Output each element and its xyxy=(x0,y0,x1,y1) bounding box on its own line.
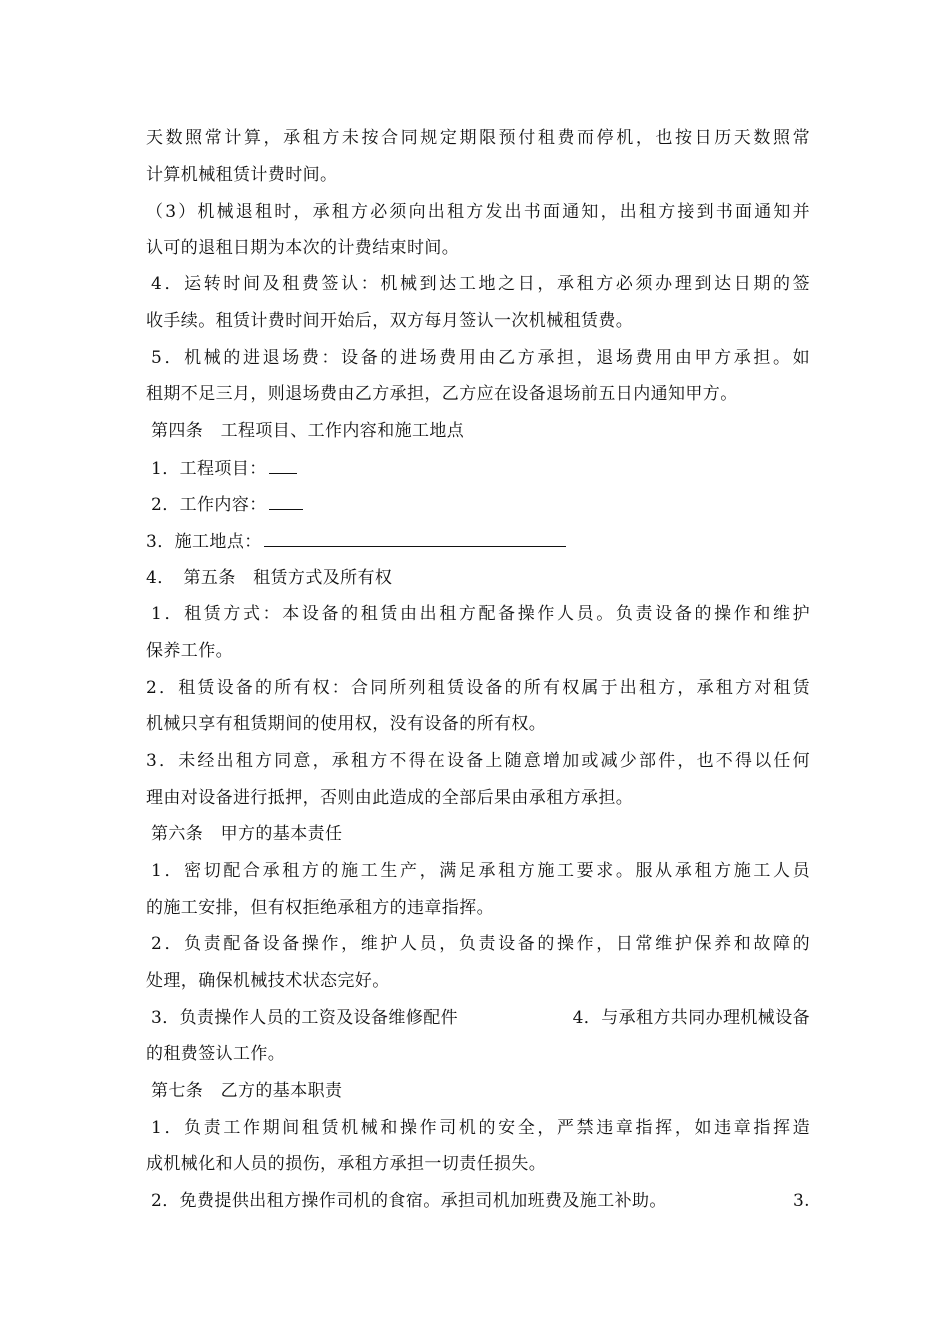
text-line: 租期不足三月，则退场费由乙方承担，乙方应在设备退场前五日内通知甲方。 xyxy=(146,384,738,404)
text-line: 1．负责工作期间租赁机械和操作司机的安全，严禁违章指挥，如违章指挥造 xyxy=(151,1118,810,1138)
text-line: 的施工安排，但有权拒绝承租方的违章指挥。 xyxy=(146,898,494,918)
fill-in-blank xyxy=(269,456,297,474)
form-line-content xyxy=(146,492,815,517)
form-label-content: 2．工作内容： xyxy=(151,495,267,515)
fill-in-blank xyxy=(269,492,303,510)
text-line: 的租费签认工作。 xyxy=(146,1044,286,1064)
text-line: 3．未经出租方同意，承租方不得在设备上随意增加或减少部件，也不得以任何 xyxy=(146,751,810,771)
form-line-location xyxy=(146,529,810,554)
fill-in-blank xyxy=(264,529,566,547)
text-segment: 4．与承租方共同办理机械设备 xyxy=(572,1008,810,1028)
text-line: 处理，确保机械技术状态完好。 xyxy=(146,971,390,991)
text-line: 收手续。租赁计费时间开始后，双方每月签认一次机械租赁费。 xyxy=(146,311,634,331)
text-line: 认可的退租日期为本次的计费结束时间。 xyxy=(146,238,460,258)
text-line: 理由对设备进行抵押，否则由此造成的全部后果由承租方承担。 xyxy=(146,788,634,808)
text-line: （3）机械退租时，承租方必须向出租方发出书面通知，出租方接到书面通知并 xyxy=(146,202,810,222)
text-segment: 3．负责操作人员的工资及设备维修配件 xyxy=(151,1008,459,1028)
text-line: 天数照常计算，承租方未按合同规定期限预付租费而停机，也按日历天数照常 xyxy=(146,128,810,148)
text-segment: 2．免费提供出租方操作司机的食宿。承担司机加班费及施工补助。 xyxy=(151,1191,667,1211)
text-line: 计算机械租赁计费时间。 xyxy=(146,165,338,185)
text-line: 保养工作。 xyxy=(146,641,233,661)
text-line: 2．负责配备设备操作，维护人员，负责设备的操作，日常维护保养和故障的 xyxy=(151,934,810,954)
text-line xyxy=(146,1189,810,1213)
section-heading-6: 第六条 甲方的基本责任 xyxy=(151,824,343,844)
form-label-location: 3．施工地点： xyxy=(146,532,262,552)
form-line-project xyxy=(146,456,815,481)
section-heading-5: 4． 第五条 租赁方式及所有权 xyxy=(146,568,393,588)
text-line: 2．租赁设备的所有权：合同所列租赁设备的所有权属于出租方，承租方对租赁 xyxy=(146,678,810,698)
text-line: 机械只享有租赁期间的使用权，没有设备的所有权。 xyxy=(146,714,547,734)
section-heading-7: 第七条 乙方的基本职责 xyxy=(151,1081,343,1101)
text-line: 4．运转时间及租费签认：机械到达工地之日，承租方必须办理到达日期的签 xyxy=(151,274,810,294)
text-line xyxy=(146,1006,810,1030)
form-label-project: 1．工程项目： xyxy=(151,459,267,479)
text-segment: 3. xyxy=(792,1191,810,1211)
text-line: 1．租赁方式：本设备的租赁由出租方配备操作人员。负责设备的操作和维护 xyxy=(151,604,810,624)
text-line: 成机械化和人员的损伤，承租方承担一切责任损失。 xyxy=(146,1154,547,1174)
text-line: 5．机械的进退场费：设备的进场费用由乙方承担，退场费用由甲方承担。如 xyxy=(151,348,810,368)
text-line: 1．密切配合承租方的施工生产，满足承租方施工要求。服从承租方施工人员 xyxy=(151,861,810,881)
section-heading-4: 第四条 工程项目、工作内容和施工地点 xyxy=(151,421,465,441)
